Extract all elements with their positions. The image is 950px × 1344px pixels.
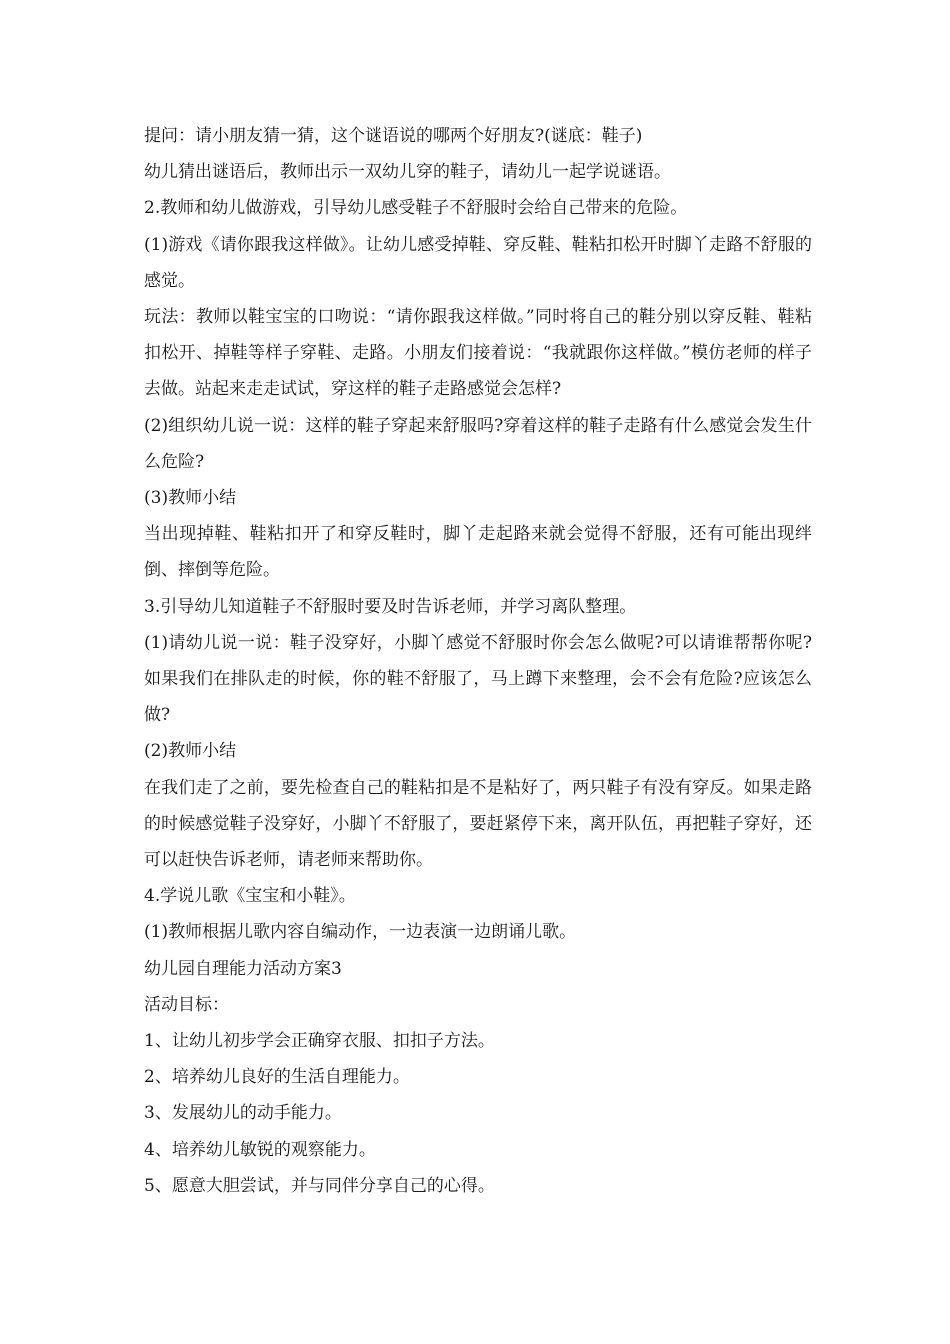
- paragraph-game-rules: 玩法：教师以鞋宝宝的口吻说：“请你跟我这样做。”同时将自己的鞋分别以穿反鞋、鞋粘扣松开、掉鞋等样子穿鞋、走路。小朋友们接着说：“我就跟你这样做。”模仿老师的样子去做。站起来走走试试，穿这样的鞋子走路感觉会怎样?: [144, 307, 812, 400]
- paragraph-summary-2: 在我们走了之前，要先检查自己的鞋粘扣是不是粘好了，两只鞋子有没有穿反。如果走路的时候感觉鞋子没穿好，小脚丫不舒服了，要赶紧停下来，离开队伍，再把鞋子穿好，还可以赶快告诉老师，请老师来帮助你。: [144, 777, 812, 871]
- paragraph-step-3-1: (1)请幼儿说一说：鞋子没穿好，小脚丫感觉不舒服时你会怎么做呢?可以请谁帮帮你呢?如果我们在排队走的时候，你的鞋不舒服了，马上蹲下来整理，会不会有危险?应该怎么做?: [144, 632, 812, 726]
- document-body: [144, 118, 812, 1204]
- paragraph-step-3: 3.引导幼儿知道鞋子不舒服时要及时告诉老师，并学习离队整理。: [144, 596, 637, 617]
- goal-item-4: 4、培养幼儿敏锐的观察能力。: [144, 1139, 376, 1160]
- goal-item-3: 3、发展幼儿的动手能力。: [144, 1103, 342, 1124]
- paragraph-summary-1: 当出现掉鞋、鞋粘扣开了和穿反鞋时，脚丫走起路来就会觉得不舒服，还有可能出现绊倒、摔倒等危险。: [144, 524, 812, 581]
- paragraph-riddle-answer: 幼儿猜出谜语后，教师出示一双幼儿穿的鞋子，请幼儿一起学说谜语。: [144, 162, 671, 183]
- paragraph-riddle-question: 提问：请小朋友猜一猜，这个谜语说的哪两个好朋友?(谜底：鞋子): [144, 126, 643, 146]
- paragraph-step-2-1: (1)游戏《请你跟我这样做》。让幼儿感受掉鞋、穿反鞋、鞋粘扣松开时脚丫走路不舒服的感觉。: [144, 234, 812, 291]
- paragraph-step-2-3: (3)教师小结: [144, 488, 237, 509]
- goal-item-2: 2、培养幼儿良好的生活自理能力。: [144, 1067, 410, 1088]
- heading-activity-goals: 活动目标：: [144, 994, 229, 1015]
- paragraph-step-4-1: (1)教师根据儿歌内容自编动作，一边表演一边朗诵儿歌。: [144, 922, 577, 943]
- goal-item-1: 1、让幼儿初步学会正确穿衣服、扣扣子方法。: [144, 1031, 495, 1052]
- paragraph-step-4: 4.学说儿歌《宝宝和小鞋》。: [144, 886, 356, 907]
- goal-item-5: 5、愿意大胆尝试，并与同伴分享自己的心得。: [144, 1175, 495, 1196]
- paragraph-step-2-2: (2)组织幼儿说一说：这样的鞋子穿起来舒服吗?穿着这样的鞋子走路有什么感觉会发生什么危险?: [144, 415, 812, 472]
- paragraph-step-3-2: (2)教师小结: [144, 741, 237, 762]
- paragraph-step-2: 2.教师和幼儿做游戏，引导幼儿感受鞋子不舒服时会给自己带来的危险。: [144, 198, 688, 219]
- section-title-plan-3: 幼儿园自理能力活动方案3: [144, 958, 342, 979]
